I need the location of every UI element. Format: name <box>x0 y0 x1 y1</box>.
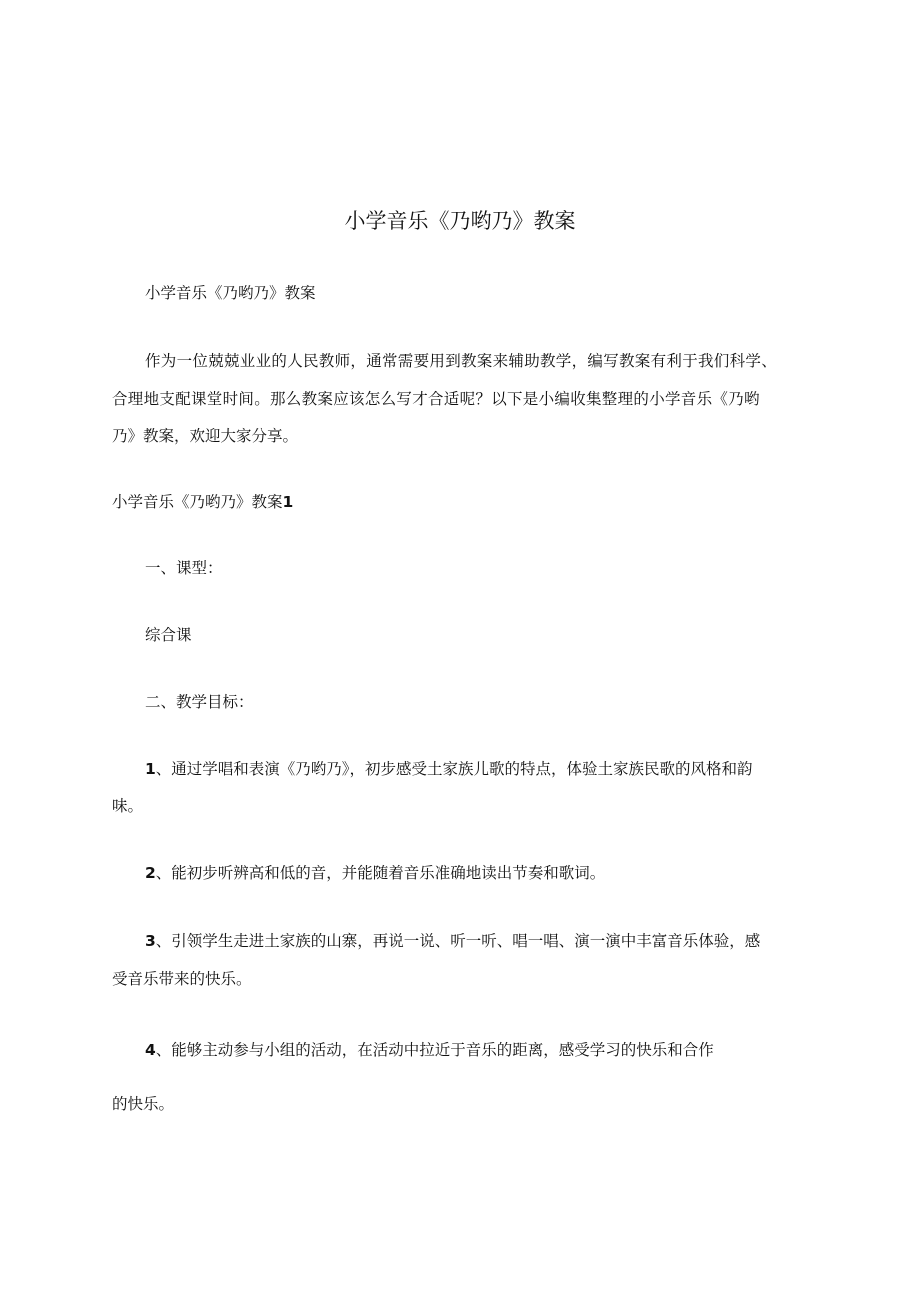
lesson-type-label: 一、课型： <box>145 559 223 577</box>
objective-3-number: 3 <box>145 932 156 950</box>
objective-3-line-1 <box>145 930 760 952</box>
objective-3-text: 、引领学生走进土家族的山寨，再说一说、听一听、唱一唱、演一演中丰富音乐体验，感 <box>155 932 761 950</box>
objective-4-text: 、能够主动参与小组的活动，在活动中拉近于音乐的距离，感受学习的快乐和合作 <box>155 1041 714 1059</box>
document-subtitle: 小学音乐《乃哟乃》教案 <box>145 284 316 302</box>
objective-4-line-1 <box>145 1039 714 1061</box>
objective-4-line-2: 的快乐。 <box>112 1095 175 1113</box>
intro-line-3: 乃》教案，欢迎大家分享。 <box>112 427 299 445</box>
objectives-label: 二、教学目标： <box>145 693 254 711</box>
objective-3-line-2: 受音乐带来的快乐。 <box>112 970 252 988</box>
section-heading <box>112 491 293 513</box>
section-heading-text: 小学音乐《乃哟乃》教案 <box>112 493 283 511</box>
objective-2-text: 、能初步听辨高和低的音，并能随着音乐准确地读出节奏和歌词。 <box>155 864 606 882</box>
objective-1-line-2: 味。 <box>112 797 144 815</box>
objective-4-number: 4 <box>145 1041 156 1059</box>
intro-line-2: 合理地支配课堂时间。那么教案应该怎么写才合适呢？以下是小编收集整理的小学音乐《乃哟 <box>112 390 760 408</box>
objective-2-line-1 <box>145 862 605 884</box>
objective-1-text: 、通过学唱和表演《乃哟乃》，初步感受土家族儿歌的特点，体验土家族民歌的风格和韵 <box>155 760 753 778</box>
objective-1-number: 1 <box>145 760 156 778</box>
intro-line-1: 作为一位兢兢业业的人民教师，通常需要用到教案来辅助教学，编写教案有利于我们科学、 <box>145 352 778 370</box>
lesson-type-value: 综合课 <box>145 626 192 644</box>
document-title: 小学音乐《乃哟乃》教案 <box>344 209 576 233</box>
objective-1-line-1 <box>145 758 753 780</box>
section-heading-number: 1 <box>282 493 294 511</box>
objective-2-number: 2 <box>145 864 156 882</box>
